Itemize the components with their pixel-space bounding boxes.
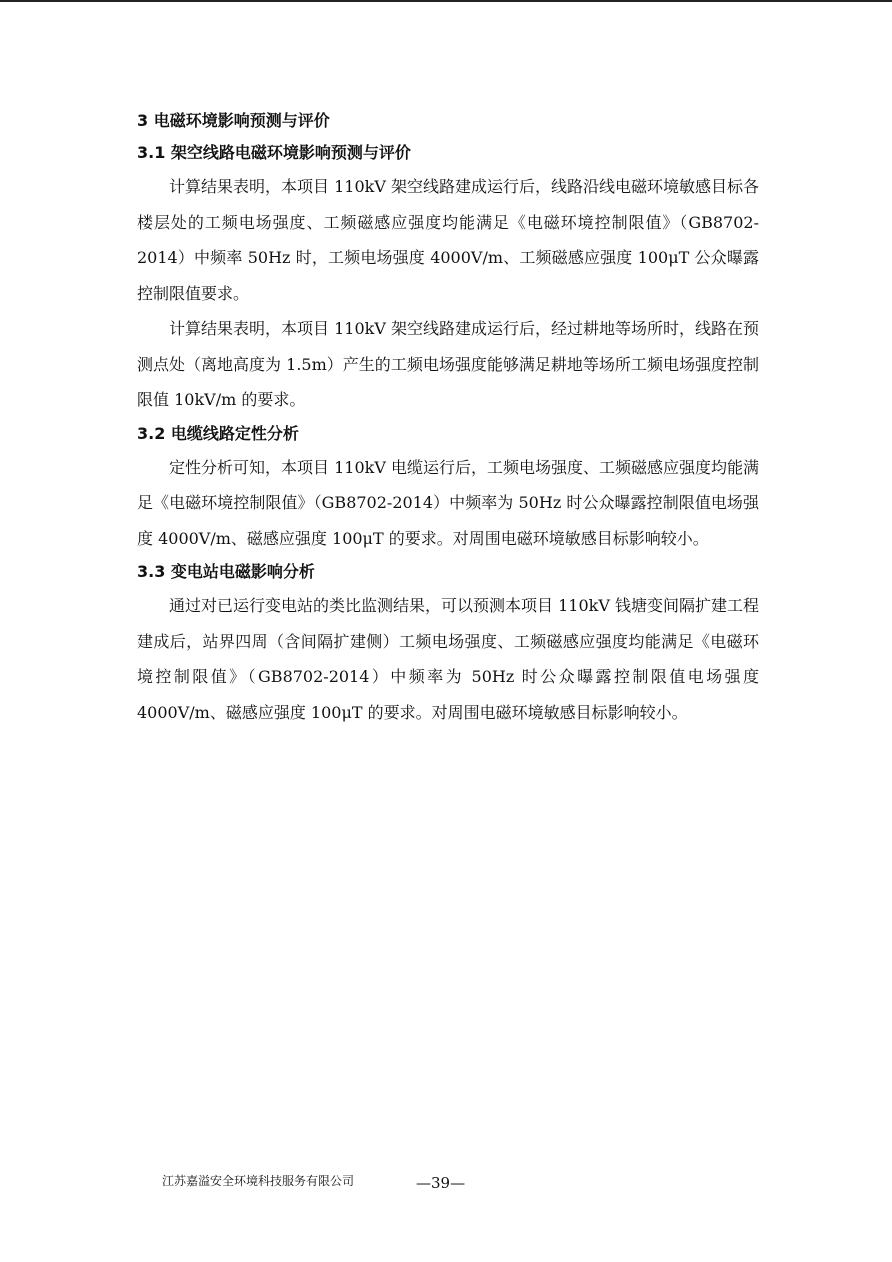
paragraph: 计算结果表明，本项目 110kV 架空线路建成运行后，线路沿线电磁环境敏感目标各楼层处的工频电场强度、工频磁感应强度均能满足《电磁环境控制限值》（GB8702-2014）中频率 50Hz 时，工频电场强度 4000V/m、工频磁感应强度 100μT 公众曝露控制限值要求。: [137, 177, 759, 303]
page-footer: [0, 1172, 892, 1196]
subsection-3-3: [137, 556, 759, 730]
document-body: [137, 104, 759, 730]
page-number: —39—: [416, 1174, 466, 1192]
footer-company-name: 江苏嘉溢安全环境科技服务有限公司: [162, 1174, 355, 1188]
section-title: 3 电磁环境影响预测与评价: [137, 111, 330, 130]
paragraph: 定性分析可知，本项目 110kV 电缆运行后，工频电场强度、工频磁感应强度均能满足《电磁环境控制限值》（GB8702-2014）中频率为 50Hz 时公众曝露控制限值电场强度 4000V/m、磁感应强度 100μT 的要求。对周围电磁环境敏感目标影响较小。: [137, 457, 759, 548]
top-border-line: [0, 0, 892, 2]
subsection-title: 3.3 变电站电磁影响分析: [137, 562, 315, 581]
subsection-title: 3.2 电缆线路定性分析: [137, 423, 299, 443]
subsection-title: 3.1 架空线路电磁环境影响预测与评价: [137, 143, 411, 162]
paragraph: 通过对已运行变电站的类比监测结果，可以预测本项目 110kV 钱塘变间隔扩建工程建成后，站界四周（含间隔扩建侧）工频电场强度、工频磁感应强度均能满足《电磁环境控制限值》（GB8702-2014）中频率为 50Hz 时公众曝露控制限值电场强度 4000V/m、磁感应强度 100μT 的要求。对周围电磁环境敏感目标影响较小。: [137, 596, 759, 722]
subsection-3-1: [137, 137, 759, 418]
subsection-3-2: [137, 418, 759, 557]
paragraph: 计算结果表明，本项目 110kV 架空线路建成运行后，经过耕地等场所时，线路在预测点处（离地高度为 1.5m）产生的工频电场强度能够满足耕地等场所工频电场强度控制限值 10kV/m 的要求。: [137, 319, 759, 409]
